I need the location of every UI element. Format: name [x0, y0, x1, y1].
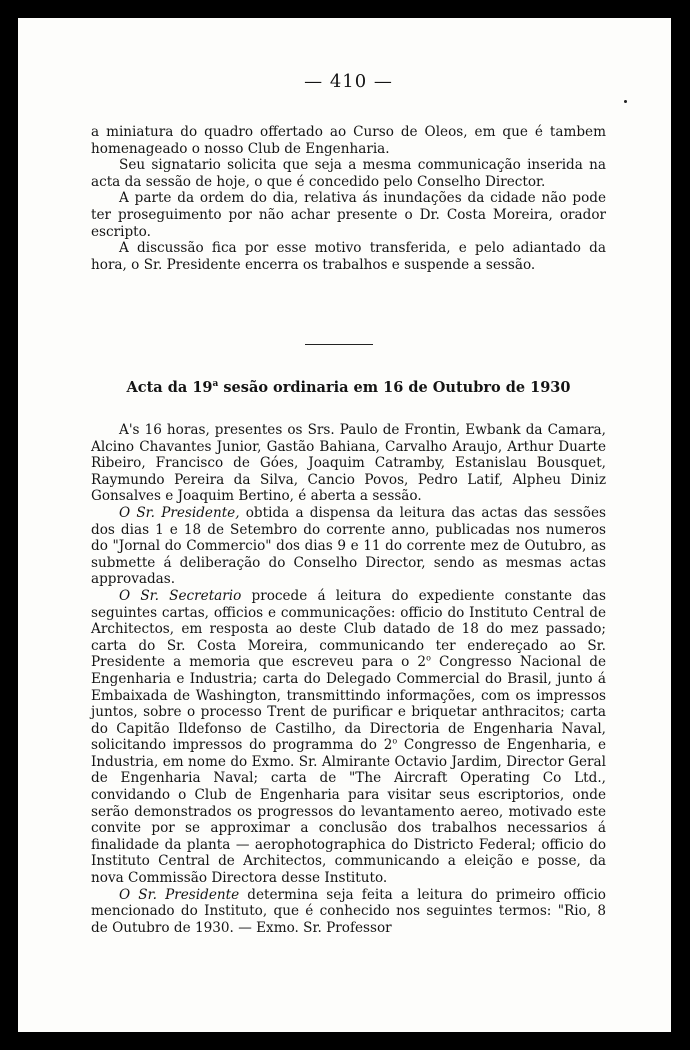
secretary-paragraph — [91, 588, 606, 887]
section-divider — [305, 344, 373, 345]
paragraph: a miniatura do quadro offertado ao Curso de Oleos, em que é tambem homenageado o nosso Club de Engenharia. — [91, 124, 606, 157]
paragraph-text: obtida a dispensa da leitura das actas das sessões dos dias 1 e 18 de Setembro do corrente anno, publicadas nos numeros do "Jornal do Commercio" dos dias 9 e 11 do corrente mez de Outubro, as submette á deliberação do Conselho Director, sendo as mesmas actas approvadas. — [91, 504, 606, 588]
heading-ordinal: a — [212, 379, 219, 390]
president-reading-paragraph — [91, 887, 606, 937]
speaker: O Sr. Presidente, — [119, 504, 240, 521]
heading-text-rest: sesão ordinaria em 16 de Outubro de 1930 — [218, 379, 571, 396]
page-number: — 410 — — [304, 71, 393, 92]
minutes-body — [91, 422, 606, 936]
paragraph: Seu signatario solicita que seja a mesma communicação inserida na acta da sessão de hoje, o que é concedido pelo Conselho Director. — [91, 157, 606, 190]
attendance-paragraph: A's 16 horas, presentes os Srs. Paulo de Frontin, Ewbank da Camara, Alcino Chavantes Junior, Gastão Bahiana, Carvalho Araujo, Arthur Duarte Ribeiro, Francisco de Góes, Joaquim Catramby, Estanislau Bousquet, Raymundo Pereira da Silva, Cancio Povos, Pedro Latif, Alpheu Diniz Gonsalves e Joaquim Bertino, é aberta a sessão. — [91, 422, 606, 505]
paragraph-text: determina seja feita a leitura do primeiro officio mencionado do Instituto, que é conhecido nos seguintes termos: "Rio, 8 de Outubro de 1930. — Exmo. Sr. Professor — [91, 886, 606, 936]
paragraph-text: procede á leitura do expediente constante das seguintes cartas, officios e communicações: officio do Instituto Central de Architectos, em resposta ao deste Club datado de 18 do mez passado; carta do Sr. Costa Moreira, communicando ter endereçado ao Sr. Presidente a memoria que escreveu para o 2 — [91, 587, 606, 671]
document-page — [18, 18, 671, 1032]
president-paragraph — [91, 505, 606, 588]
ordinal-sup: o — [392, 736, 398, 746]
paragraph: A parte da ordem do dia, relativa ás inundações da cidade não pode ter proseguimento por não achar presente o Dr. Costa Moreira, orador escripto. — [91, 190, 606, 240]
print-speck — [624, 100, 627, 103]
paragraph: A discussão fica por esse motivo transferida, e pelo adiantado da hora, o Sr. Presidente encerra os trabalhos e suspende a sessão. — [91, 240, 606, 273]
speaker: O Sr. Presidente — [119, 886, 240, 903]
minutes-heading — [91, 380, 606, 397]
paragraph-text: Congresso de Engenharia, e Industria, em nome do Exmo. Sr. Almirante Octavio Jardim, Director Geral de Engenharia Naval; carta de "The Aircraft Operating Co Ltd., convidando o Club de Engenharia para visitar seus escriptorios, onde serão demonstrados os progressos do levantamento aereo, motivado este convite por se approximar a conclusão dos trabalhos necessarios á finalidade da planta — aerophotographica do Districto Federal; officio do Instituto Central de Architectos, communicando a eleição e posse, da nova Commissão Directora desse Instituto. — [91, 737, 606, 887]
speaker: O Sr. Secretario — [119, 587, 242, 604]
ordinal-sup: o — [426, 653, 431, 663]
previous-minutes-ending — [91, 124, 606, 273]
heading-text: Acta da 19 — [126, 379, 213, 396]
paragraph-text: Congresso Nacional de Engenharia e Industria; carta do Delegado Commercial do Brasil, junto á Embaixada de Washington, transmittindo informações, com os impressos juntos, sobre o processo Trent de purificar e briquetar anthracitos; carta do Capitão Ildefonso de Castilho, da Directoria de Engenharia Naval, solicitando impressos do programma do 2 — [91, 654, 606, 754]
